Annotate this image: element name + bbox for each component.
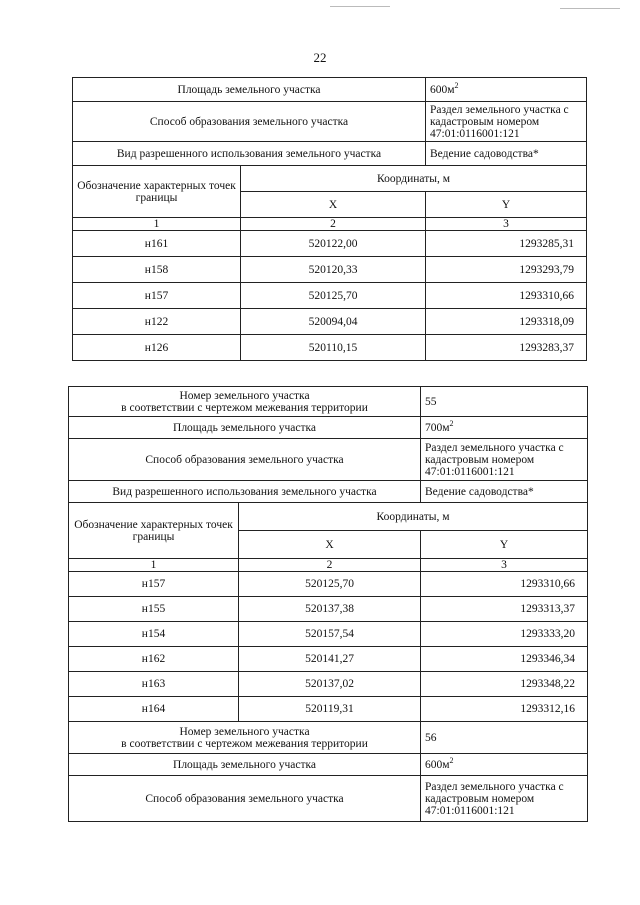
- area-value: $600м^2$: [426, 78, 587, 102]
- x-cell: 520137,02: [239, 672, 421, 697]
- column-number-1: 1: [69, 559, 239, 572]
- x-cell: 520094,04: [241, 309, 426, 335]
- table-row: [73, 335, 587, 361]
- table-row: [73, 257, 587, 283]
- y-cell: 1293293,79: [426, 257, 587, 283]
- table-row: [69, 697, 588, 722]
- table-row: [69, 597, 588, 622]
- y-cell: 1293333,20: [421, 622, 588, 647]
- method-row: [69, 439, 588, 481]
- use-row: [73, 142, 587, 166]
- points-header: Обозначение характерных точек границы: [69, 503, 239, 559]
- number-value: 55: [421, 387, 588, 417]
- table-row: [73, 231, 587, 257]
- use-value: Ведение садоводства*: [426, 142, 587, 166]
- method-row: [73, 102, 587, 142]
- scan-artifact-top-right: [560, 8, 620, 9]
- point-cell: н158: [73, 257, 241, 283]
- y-cell: 1293285,31: [426, 231, 587, 257]
- y-cell: 1293318,09: [426, 309, 587, 335]
- table-row: [73, 283, 587, 309]
- y-cell: 1293312,16: [421, 697, 588, 722]
- x-cell: 520110,15: [241, 335, 426, 361]
- point-cell: н161: [73, 231, 241, 257]
- table-row: [69, 647, 588, 672]
- y-cell: 1293283,37: [426, 335, 587, 361]
- points-header: Обозначение характерных точек границы: [73, 166, 241, 218]
- number-row: [69, 387, 588, 417]
- column-number-3: 3: [426, 218, 587, 231]
- number-row: [69, 722, 588, 754]
- x-header: X: [241, 192, 426, 218]
- point-cell: н157: [73, 283, 241, 309]
- x-cell: 520119,31: [239, 697, 421, 722]
- use-row: [69, 481, 588, 503]
- column-number-2: 2: [241, 218, 426, 231]
- use-value: Ведение садоводства*: [421, 481, 588, 503]
- table-row: [69, 622, 588, 647]
- page-number: 22: [313, 50, 327, 65]
- point-cell: н155: [69, 597, 239, 622]
- area-label: Площадь земельного участка: [73, 78, 426, 102]
- x-cell: 520120,33: [241, 257, 426, 283]
- point-cell: н154: [69, 622, 239, 647]
- coords-header: Координаты, м: [239, 503, 588, 531]
- column-number-row: [73, 218, 587, 231]
- column-number-row: [69, 559, 588, 572]
- number-value: 56: [421, 722, 588, 754]
- y-header: Y: [426, 192, 587, 218]
- x-cell: 520141,27: [239, 647, 421, 672]
- method-value: Раздел земельного участка с кадастровым номером 47:01:0116001:121: [421, 776, 588, 822]
- land-plot-table-2: [68, 386, 588, 822]
- x-cell: 520125,70: [239, 572, 421, 597]
- point-cell: н163: [69, 672, 239, 697]
- table-row: [69, 572, 588, 597]
- x-cell: 520125,70: [241, 283, 426, 309]
- number-label: Номер земельного участка в соответствии с чертежом межевания территории: [69, 722, 421, 754]
- point-cell: н122: [73, 309, 241, 335]
- header-row: [73, 166, 587, 192]
- point-cell: н126: [73, 335, 241, 361]
- use-label: Вид разрешенного использования земельного участка: [73, 142, 426, 166]
- column-number-2: 2: [239, 559, 421, 572]
- area-value: $600м^2$: [421, 754, 588, 776]
- method-label: Способ образования земельного участка: [69, 439, 421, 481]
- land-plot-table-1: [72, 77, 587, 361]
- area-row: [73, 78, 587, 102]
- y-cell: 1293348,22: [421, 672, 588, 697]
- x-cell: 520157,54: [239, 622, 421, 647]
- number-label: Номер земельного участка в соответствии с чертежом межевания территории: [69, 387, 421, 417]
- point-cell: н162: [69, 647, 239, 672]
- table-row: [73, 309, 587, 335]
- y-cell: 1293346,34: [421, 647, 588, 672]
- x-cell: 520122,00: [241, 231, 426, 257]
- coords-header: Координаты, м: [241, 166, 587, 192]
- column-number-1: 1: [73, 218, 241, 231]
- method-value: Раздел земельного участка с кадастровым номером 47:01:0116001:121: [426, 102, 587, 142]
- x-header: X: [239, 531, 421, 559]
- y-header: Y: [421, 531, 588, 559]
- area-row: [69, 754, 588, 776]
- y-cell: 1293313,37: [421, 597, 588, 622]
- scan-artifact-top: [330, 6, 390, 7]
- header-row: [69, 503, 588, 531]
- method-label: Способ образования земельного участка: [69, 776, 421, 822]
- method-value: Раздел земельного участка с кадастровым номером 47:01:0116001:121: [421, 439, 588, 481]
- area-row: [69, 417, 588, 439]
- area-label: Площадь земельного участка: [69, 417, 421, 439]
- x-cell: 520137,38: [239, 597, 421, 622]
- table-row: [69, 672, 588, 697]
- method-row: [69, 776, 588, 822]
- use-label: Вид разрешенного использования земельного участка: [69, 481, 421, 503]
- y-cell: 1293310,66: [421, 572, 588, 597]
- point-cell: н164: [69, 697, 239, 722]
- column-number-3: 3: [421, 559, 588, 572]
- area-value: $700м^2$: [421, 417, 588, 439]
- point-cell: н157: [69, 572, 239, 597]
- y-cell: 1293310,66: [426, 283, 587, 309]
- method-label: Способ образования земельного участка: [73, 102, 426, 142]
- area-label: Площадь земельного участка: [69, 754, 421, 776]
